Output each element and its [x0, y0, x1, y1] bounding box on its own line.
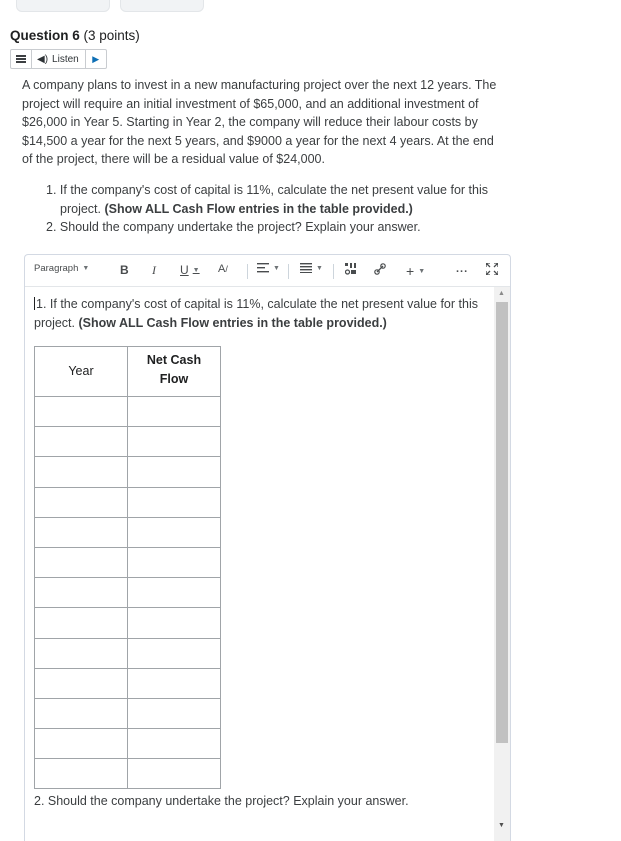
net-cash-flow-cell[interactable]	[128, 698, 221, 728]
editor-text-line[interactable]: 2. Should the company undertake the project? Explain your answer.	[34, 794, 409, 808]
table-row[interactable]	[35, 578, 221, 608]
more-options-button[interactable]: ...	[456, 263, 469, 275]
net-cash-flow-cell[interactable]	[128, 547, 221, 577]
net-cash-flow-cell[interactable]	[128, 578, 221, 608]
menu-icon[interactable]	[11, 50, 32, 68]
fullscreen-icon[interactable]	[486, 263, 498, 275]
year-cell[interactable]	[35, 759, 128, 789]
play-icon[interactable]: ▶	[92, 53, 100, 64]
top-nav-tab[interactable]	[16, 0, 110, 12]
net-cash-flow-cell[interactable]	[128, 457, 221, 487]
editor-scrollbar[interactable]	[494, 287, 510, 841]
insert-plus-button[interactable]: + ▼	[406, 263, 426, 279]
net-cash-flow-cell[interactable]	[128, 427, 221, 457]
table-row[interactable]	[35, 668, 221, 698]
table-row[interactable]	[35, 427, 221, 457]
year-cell[interactable]	[35, 487, 128, 517]
listen-button[interactable]: ◀) Listen	[32, 50, 86, 68]
year-cell[interactable]	[35, 668, 128, 698]
table-row[interactable]	[35, 517, 221, 547]
list-item: 2. Should the company undertake the project? Explain your answer.	[46, 220, 421, 235]
question-list	[46, 181, 506, 237]
question-prompt: A company plans to invest in a new manufacturing project over the next 12 years. The project will require an initial investment of $65,000, and an additional investment of $26,000 in Year 5. Starting in Year 2, the company will reduce their labour costs by $14,500 a year for the next 5 years, and $9000 a year for the next 4 years. At the end of the project, there will be a residual value of $24,000.	[22, 78, 497, 167]
year-cell[interactable]	[35, 457, 128, 487]
table-row[interactable]	[35, 487, 221, 517]
table-header-year: Year	[35, 347, 128, 397]
link-icon[interactable]	[374, 263, 386, 275]
net-cash-flow-cell[interactable]	[128, 517, 221, 547]
table-row[interactable]	[35, 397, 221, 427]
year-cell[interactable]	[35, 729, 128, 759]
list-item: 1. If the company's cost of capital is 11%, calculate the net present value for this project. (Show ALL Cash Flow entries in the table provided.)	[46, 183, 488, 216]
net-cash-flow-cell[interactable]	[128, 638, 221, 668]
paragraph-format-select[interactable]: Paragraph ▼	[34, 263, 90, 274]
net-cash-flow-cell[interactable]	[128, 608, 221, 638]
net-cash-flow-cell[interactable]	[128, 668, 221, 698]
table-row[interactable]	[35, 729, 221, 759]
scroll-down-icon[interactable]: ▼	[498, 822, 505, 829]
answer-editor[interactable]	[24, 254, 511, 841]
top-nav-tab[interactable]	[120, 0, 204, 12]
read-aloud-bar	[10, 49, 107, 69]
year-cell[interactable]	[35, 547, 128, 577]
table-row[interactable]	[35, 638, 221, 668]
table-row[interactable]	[35, 608, 221, 638]
insert-media-icon[interactable]	[345, 263, 357, 275]
net-cash-flow-cell[interactable]	[128, 759, 221, 789]
table-row[interactable]	[35, 698, 221, 728]
list-icon[interactable]: ▼	[300, 263, 323, 273]
scrollbar-thumb[interactable]	[496, 302, 508, 743]
year-cell[interactable]	[35, 638, 128, 668]
speaker-icon: ◀)	[37, 53, 49, 65]
scroll-up-icon[interactable]: ▲	[498, 290, 505, 297]
bold-button[interactable]: B	[120, 263, 129, 277]
align-icon[interactable]: ▼	[257, 263, 280, 273]
net-cash-flow-cell[interactable]	[128, 729, 221, 759]
cash-flow-table[interactable]	[34, 346, 221, 789]
editor-toolbar	[25, 255, 510, 287]
question-title: Question 6 (3 points)	[10, 28, 140, 43]
net-cash-flow-cell[interactable]	[128, 397, 221, 427]
font-color-button[interactable]: A /	[218, 263, 228, 275]
table-row[interactable]	[35, 759, 221, 789]
table-header-net-cash-flow: Net Cash Flow	[128, 347, 221, 397]
year-cell[interactable]	[35, 517, 128, 547]
year-cell[interactable]	[35, 578, 128, 608]
underline-button[interactable]: U ▼	[180, 263, 200, 277]
table-row[interactable]	[35, 547, 221, 577]
net-cash-flow-cell[interactable]	[128, 487, 221, 517]
year-cell[interactable]	[35, 397, 128, 427]
year-cell[interactable]	[35, 698, 128, 728]
table-row[interactable]	[35, 457, 221, 487]
year-cell[interactable]	[35, 427, 128, 457]
italic-button[interactable]: I	[152, 263, 156, 277]
editor-text-line[interactable]: 1. If the company's cost of capital is 11%, calculate the net present value for this project. (Show ALL Cash Flow entries in the table provided.)	[34, 297, 478, 330]
year-cell[interactable]	[35, 608, 128, 638]
